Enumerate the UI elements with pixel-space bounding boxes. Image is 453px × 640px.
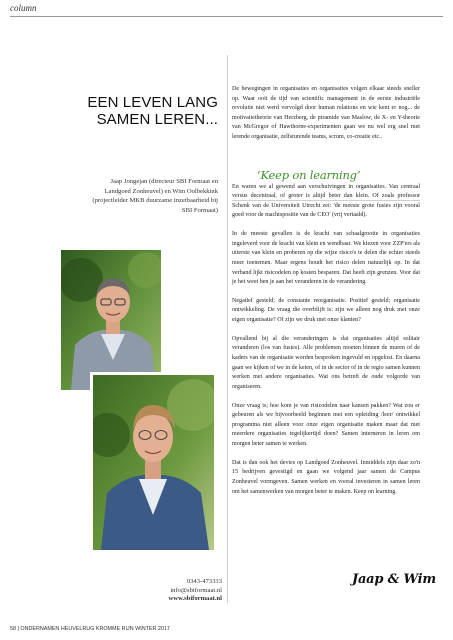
contact-website[interactable]: www.sbiformaat.nl bbox=[168, 595, 222, 603]
page-footer: 58 | ONDERNAMEN HEUVELRUG KROMME RIJN WINTER 2017 bbox=[10, 626, 170, 632]
portrait-photo-wim bbox=[93, 375, 214, 550]
paragraph-4: Negatief gesteld; de constante reorganisatie. Positief gesteld; organisatie ontwikkeling. De vraag die overblijft is: zijn we alleen nog druk met onze eigen organisatie? Of zijn we druk met onze klanten? bbox=[232, 297, 420, 324]
pull-quote: ‘Keep on learning’ bbox=[257, 168, 361, 182]
title-line-2: SAMEN LEREN... bbox=[96, 111, 218, 128]
contact-block bbox=[120, 578, 222, 604]
section-label: column bbox=[10, 3, 37, 13]
paragraph-2: En waren we al gewend aan verschuivingen in organisaties. Van centraal versus decentraal, of groter is altijd beter dan klein. Of zoals professor Schenk van de Universiteit Utrecht zei: 'de meeste grote fusies zijn vooral goed voor de machtspositie van de CEO' (vrij vertaald). bbox=[232, 183, 420, 219]
column-divider bbox=[227, 55, 228, 603]
contact-email[interactable]: info@sbiformaat.nl bbox=[170, 586, 222, 594]
paragraph-5: Opvallend bij al die veranderingen is dat organisaties altijd solitair veranderen (los van fusies). Alle problemen moeten binnen de muren of de kaders van de organisatie worden besproken ingevuld en opgelost. En daarna gaan we kijken of we in de keten, of in de sector of in de regio samen kunnen werken met andere organisaties. Wat ons betreft de oude volgorde van organiseren. bbox=[232, 335, 420, 390]
paragraph-3: In de meeste gevallen is de kracht van schaalgrootte in organisaties ingeleverd voor de kracht van klein en wendbaar. We kiezen voor ZZP'ers als uiterste van klein en proberen op die wijze risico's te delen die echter steeds meer toenemen. Maar ergens houdt het risico delen natuurlijk op. In dat verband lijkt risicodelen op kosten besparen. Dat heeft zijn grenzen. Voor dat je het weet ben je aan het veranderen in de verandering. bbox=[232, 231, 420, 286]
article-title bbox=[70, 94, 218, 128]
paragraph-7: Dat is dan ook het devies op Landgoed Zonheuvel. Inmiddels zijn daar zo'n 15 bedrijven gevestigd en gaan we volgend jaar samen de Campus Zonheuvel vormgeven. Samen werken en vooral investeren in samen leren om het samenwerken van morgen beter te maken. Keep on learning. bbox=[232, 459, 420, 495]
photo-credit: Jaap Jongejan (directeur SBI Formaat en Landgoed Zonheuvel) en Wim Oolbekkink (projectleider MKB duurzame inzetbaarheid bij SBI Formaat) bbox=[92, 178, 218, 214]
contact-phone: 0343-473333 bbox=[186, 578, 222, 585]
portrait-photo-jaap bbox=[61, 250, 161, 390]
header-rule bbox=[10, 16, 443, 17]
paragraph-6: Onze vraag is; hoe kom je van risicodelen naar kansen pakken? Wat zou er gebeuren als we bijvoorbeeld beginnen met een opleiding /leer/ ontwikkel programma niet alleen voor onze eigen organisatie maken maar dat met meerdere organisaties tegelijkertijd doen? Samen interneren in leren om morgen beter samen te werken. bbox=[232, 402, 420, 447]
paragraph-1: De bewegingen in organisaties en organisaties volgen elkaar steeds sneller op. Waar ooit de tijd van scientific management in de eerste industriële revolutie niet werd vervolgd door human relations en wie kent er nog... de motivatietheorie van Herzberg, de piramide van Maslow, de X- en Y-theorie van McGregor of Hawthorne-experimenten gaan we nu wel erg snel met lerende organisatie, zelfsturende teams, scrum, co-creatie etc.. bbox=[232, 86, 420, 140]
article-body bbox=[232, 85, 420, 506]
title-line-1: EEN LEVEN LANG bbox=[87, 94, 218, 111]
signature: Jaap & Wim bbox=[352, 572, 436, 587]
